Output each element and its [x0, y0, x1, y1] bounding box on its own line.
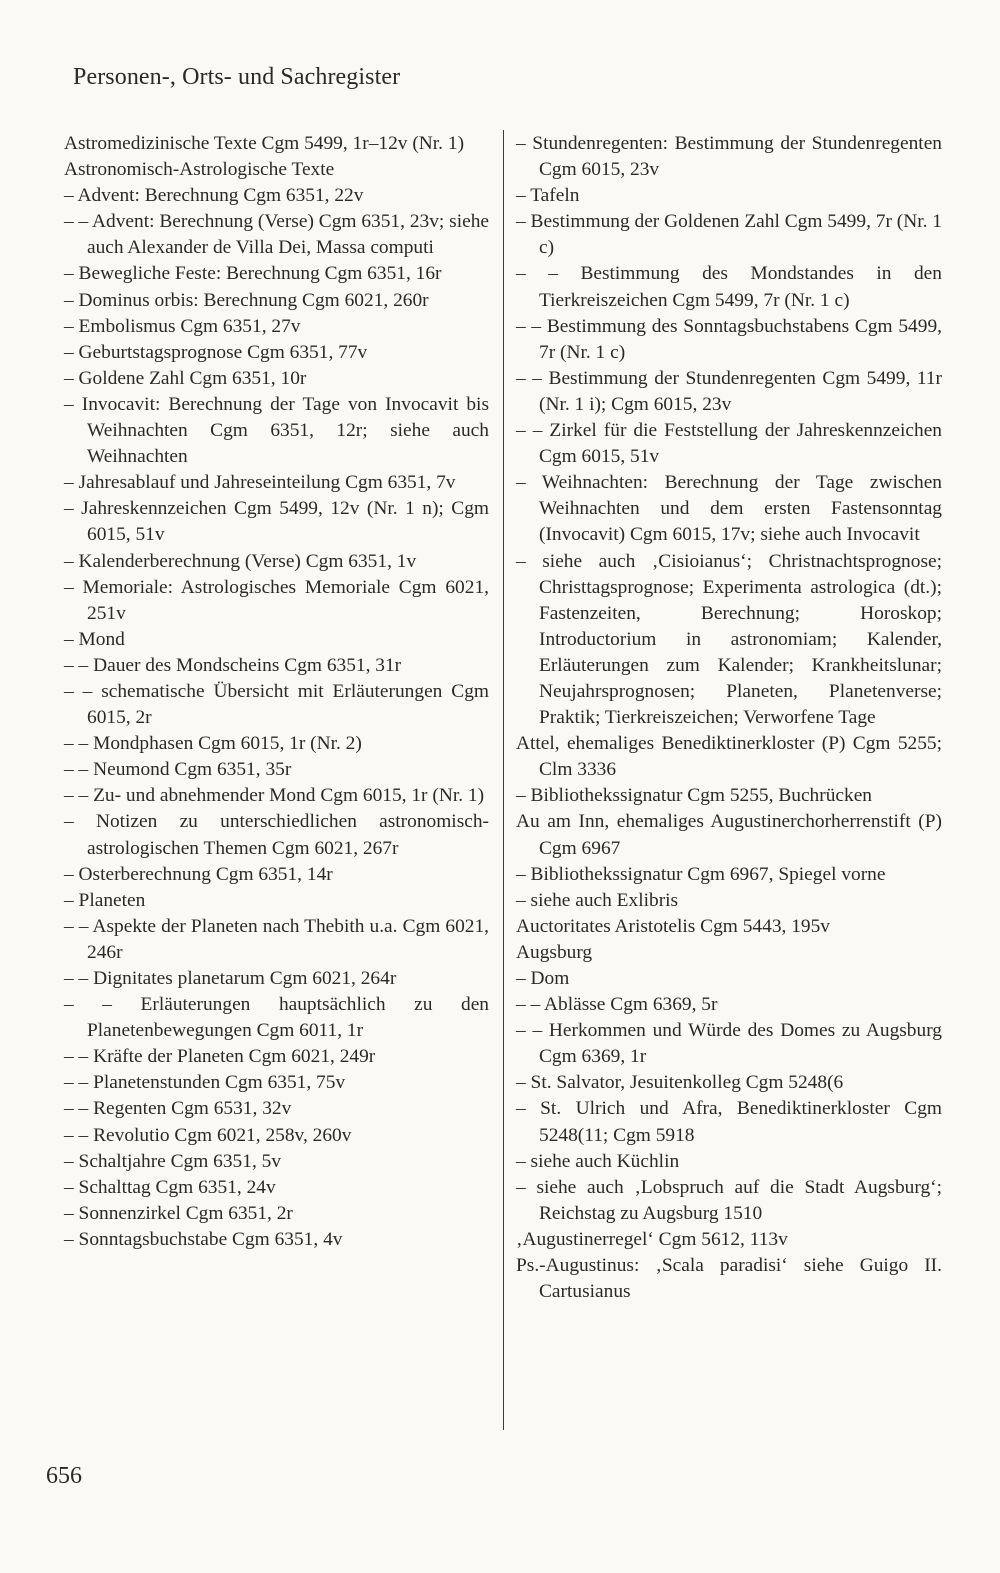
index-entry: – Advent: Berechnung Cgm 6351, 22v [64, 185, 364, 207]
index-entry: – – Zirkel für die Feststellung der Jahreskennzeichen Cgm 6015, 51v [516, 420, 942, 468]
index-entry: – siehe auch ‚Cisioianus‘; Christnachtsprognose; Christtagsprognose; Experimenta astrologica (dt.); Fastenzeiten, Berechnung; Horoskop; Introductorium in astronomiam; Kalender, Erläuterungen zum Kalender; Krankheitslunar; Neujahrsprognosen; Planeten, Planetenverse; Praktik; Tierkreiszeichen; Verworfene Tage [516, 550, 942, 729]
index-entry: Auctoritates Aristotelis Cgm 5443, 195v [516, 915, 830, 937]
column-divider [503, 130, 504, 1430]
index-entry: Ps.-Augustinus: ‚Scala paradisi‘ siehe Guigo II. Cartusianus [516, 1255, 942, 1303]
index-entry: Augsburg [516, 941, 593, 963]
index-column-right [516, 131, 942, 1305]
index-entry: – Schalttag Cgm 6351, 24v [64, 1176, 276, 1198]
index-entry: – – Neumond Cgm 6351, 35r [64, 759, 292, 781]
index-entry: – Dominus orbis: Berechnung Cgm 6021, 260r [64, 289, 429, 311]
index-entry: Astronomisch-Astrologische Texte [64, 159, 335, 181]
index-entry: ‚Augustinerregel‘ Cgm 5612, 113v [516, 1228, 788, 1250]
index-entry: – Sonntagsbuchstabe Cgm 6351, 4v [64, 1228, 343, 1250]
index-entry: – – schematische Übersicht mit Erläuterungen Cgm 6015, 2r [64, 680, 489, 729]
index-column-left [64, 131, 489, 1253]
index-entry: – St. Salvator, Jesuitenkolleg Cgm 5248(6 [516, 1072, 844, 1094]
page-title: Personen-, Orts- und Sachregister [73, 64, 401, 90]
index-entry: – Geburtstagsprognose Cgm 6351, 77v [64, 341, 368, 363]
index-entry: – – Bestimmung des Mondstandes in den Tierkreiszeichen Cgm 5499, 7r (Nr. 1 c) [516, 263, 942, 311]
index-entry: – – Revolutio Cgm 6021, 258v, 260v [64, 1124, 352, 1146]
index-entry: – Schaltjahre Cgm 6351, 5v [64, 1150, 282, 1172]
index-entry: – Dom [516, 968, 570, 989]
page-number: 656 [46, 1463, 82, 1489]
index-entry: – – Erläuterungen hauptsächlich zu den Planetenbewegungen Cgm 6011, 1r [64, 994, 489, 1042]
index-entry: – – Dignitates planetarum Cgm 6021, 264r [64, 968, 397, 989]
index-entry: – Osterberechnung Cgm 6351, 14r [64, 863, 333, 885]
index-entry: – – Bestimmung des Sonntagsbuchstabens Cgm 5499, 7r (Nr. 1 c) [516, 315, 942, 363]
index-entry: – – Advent: Berechnung (Verse) Cgm 6351, 23v; siehe auch Alexander de Villa Dei, Massa computi [64, 211, 489, 259]
index-entry: – – Ablässe Cgm 6369, 5r [516, 994, 718, 1016]
index-entry: – Bestimmung der Goldenen Zahl Cgm 5499, 7r (Nr. 1 c) [516, 211, 942, 259]
index-entry: – Bibliothekssignatur Cgm 5255, Buchrücken [516, 785, 872, 807]
index-entry: Astromedizinische Texte Cgm 5499, 1r–12v (Nr. 1) [64, 133, 465, 154]
index-entry: – Goldene Zahl Cgm 6351, 10r [64, 367, 307, 389]
index-entry: – Jahresablauf und Jahreseinteilung Cgm 6351, 7v [64, 472, 456, 494]
index-entry: – – Kräfte der Planeten Cgm 6021, 249r [64, 1046, 376, 1068]
index-entry: – Stundenregenten: Bestimmung der Stundenregenten Cgm 6015, 23v [516, 133, 942, 181]
index-entry: – Tafeln [516, 185, 580, 207]
index-entry: – – Dauer des Mondscheins Cgm 6351, 31r [64, 654, 402, 676]
index-entry: – siehe auch ‚Lobspruch auf die Stadt Augsburg‘; Reichstag zu Augsburg 1510 [516, 1176, 942, 1224]
index-entry: – – Zu- und abnehmender Mond Cgm 6015, 1r (Nr. 1) [64, 785, 485, 807]
index-entry: – Weihnachten: Berechnung der Tage zwischen Weihnachten und dem ersten Fastensonntag (Invocavit) Cgm 6015, 17v; siehe auch Invocavit [516, 472, 942, 546]
index-entry: – Jahreskennzeichen Cgm 5499, 12v (Nr. 1 n); Cgm 6015, 51v [64, 498, 489, 546]
index-entry: Attel, ehemaliges Benediktinerkloster (P) Cgm 5255; Clm 3336 [516, 733, 942, 781]
index-entry: – Planeten [64, 889, 146, 911]
index-entry: – – Regenten Cgm 6531, 32v [64, 1098, 292, 1120]
index-entry: – Notizen zu unterschiedlichen astronomisch-astrologischen Themen Cgm 6021, 267r [64, 811, 489, 859]
index-entry: – – Planetenstunden Cgm 6351, 75v [64, 1072, 346, 1094]
index-entry: – Mond [64, 628, 125, 650]
index-entry: – siehe auch Küchlin [516, 1150, 680, 1172]
index-entry: – Bibliothekssignatur Cgm 6967, Spiegel vorne [516, 863, 886, 885]
index-entry: – Invocavit: Berechnung der Tage von Invocavit bis Weihnachten Cgm 6351, 12r; siehe auch Weihnachten [64, 393, 489, 468]
index-entry: Au am Inn, ehemaliges Augustinerchorherrenstift (P) Cgm 6967 [516, 811, 942, 859]
index-entry: – siehe auch Exlibris [516, 889, 679, 911]
index-entry: – Sonnenzirkel Cgm 6351, 2r [64, 1202, 293, 1224]
index-entry: – St. Ulrich und Afra, Benediktinerkloster Cgm 5248(11; Cgm 5918 [516, 1098, 942, 1146]
index-entry: – – Mondphasen Cgm 6015, 1r (Nr. 2) [64, 733, 362, 755]
index-entry: – Bewegliche Feste: Berechnung Cgm 6351, 16r [64, 263, 442, 285]
index-entry: – Embolismus Cgm 6351, 27v [64, 315, 301, 337]
index-entry: – Kalenderberechnung (Verse) Cgm 6351, 1v [64, 550, 417, 572]
index-entry: – – Herkommen und Würde des Domes zu Augsburg Cgm 6369, 1r [516, 1020, 942, 1068]
index-entry: – – Bestimmung der Stundenregenten Cgm 5499, 11r (Nr. 1 i); Cgm 6015, 23v [516, 367, 942, 415]
index-entry: – – Aspekte der Planeten nach Thebith u.a. Cgm 6021, 246r [64, 915, 489, 963]
index-entry: – Memoriale: Astrologisches Memoriale Cgm 6021, 251v [64, 576, 489, 624]
